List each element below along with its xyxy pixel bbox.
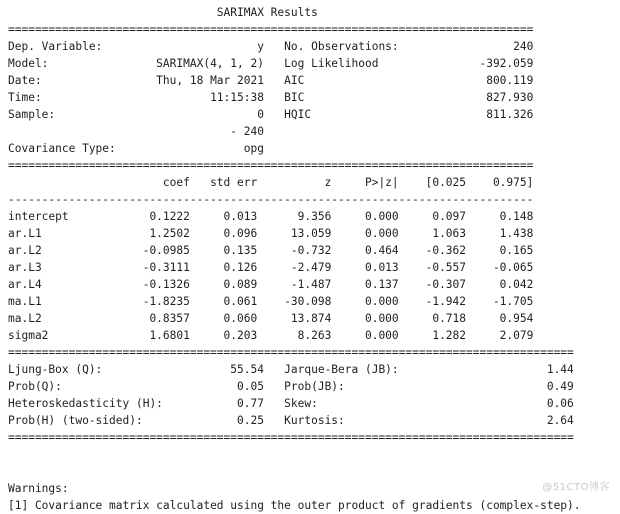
info-row: Covariance Type: opg (8, 142, 264, 155)
watermark: @51CTO博客 (542, 482, 610, 493)
info-row: Model: SARIMAX(4, 1, 2) Log Likelihood -392.059 (8, 57, 534, 70)
coef-table-row: ma.L1 -1.8235 0.061 -30.098 0.000 -1.942 -1.705 (8, 295, 534, 308)
separator: ==================================================================================== (8, 431, 574, 444)
sarimax-results-output (8, 4, 581, 514)
warnings-heading: Warnings: (8, 482, 69, 495)
blank-line (8, 463, 581, 480)
separator: ------------------------------------------------------------------------------ (8, 193, 534, 206)
blank-line (8, 446, 581, 463)
coef-table-header: coef std err z P>|z| [0.025 0.975] (8, 176, 534, 189)
warning-item: [1] Covariance matrix calculated using the outer product of gradients (complex-step). (8, 499, 581, 512)
info-row: Time: 11:15:38 BIC 827.930 (8, 91, 534, 104)
info-row: Sample: 0 HQIC 811.326 (8, 108, 534, 121)
separator: ==================================================================================== (8, 346, 574, 359)
coef-table-row: ma.L2 0.8357 0.060 13.874 0.000 0.718 0.954 (8, 312, 534, 325)
coef-table-row: ar.L1 1.2502 0.096 13.059 0.000 1.063 1.438 (8, 227, 534, 240)
coef-table-row: ar.L2 -0.0985 0.135 -0.732 0.464 -0.362 0.165 (8, 244, 534, 257)
coef-table-row: ar.L3 -0.3111 0.126 -2.479 0.013 -0.557 -0.065 (8, 261, 534, 274)
coef-table-row: intercept 0.1222 0.013 9.356 0.000 0.097 0.148 (8, 210, 534, 223)
info-row: - 240 (8, 125, 264, 138)
coef-table-row: sigma2 1.6801 0.203 8.263 0.000 1.282 2.079 (8, 329, 534, 342)
info-row: Dep. Variable: y No. Observations: 240 (8, 40, 534, 53)
info-row: Date: Thu, 18 Mar 2021 AIC 800.119 (8, 74, 534, 87)
diagnostic-row: Prob(Q): 0.05 Prob(JB): 0.49 (8, 380, 574, 393)
results-title: SARIMAX Results (8, 6, 318, 19)
diagnostic-row: Ljung-Box (Q): 55.54 Jarque-Bera (JB): 1.44 (8, 363, 574, 376)
separator: ============================================================================== (8, 23, 534, 36)
diagnostic-row: Prob(H) (two-sided): 0.25 Kurtosis: 2.64 (8, 414, 574, 427)
coef-table-row: ar.L4 -0.1326 0.089 -1.487 0.137 -0.307 0.042 (8, 278, 534, 291)
separator: ============================================================================== (8, 159, 534, 172)
diagnostic-row: Heteroskedasticity (H): 0.77 Skew: 0.06 (8, 397, 574, 410)
